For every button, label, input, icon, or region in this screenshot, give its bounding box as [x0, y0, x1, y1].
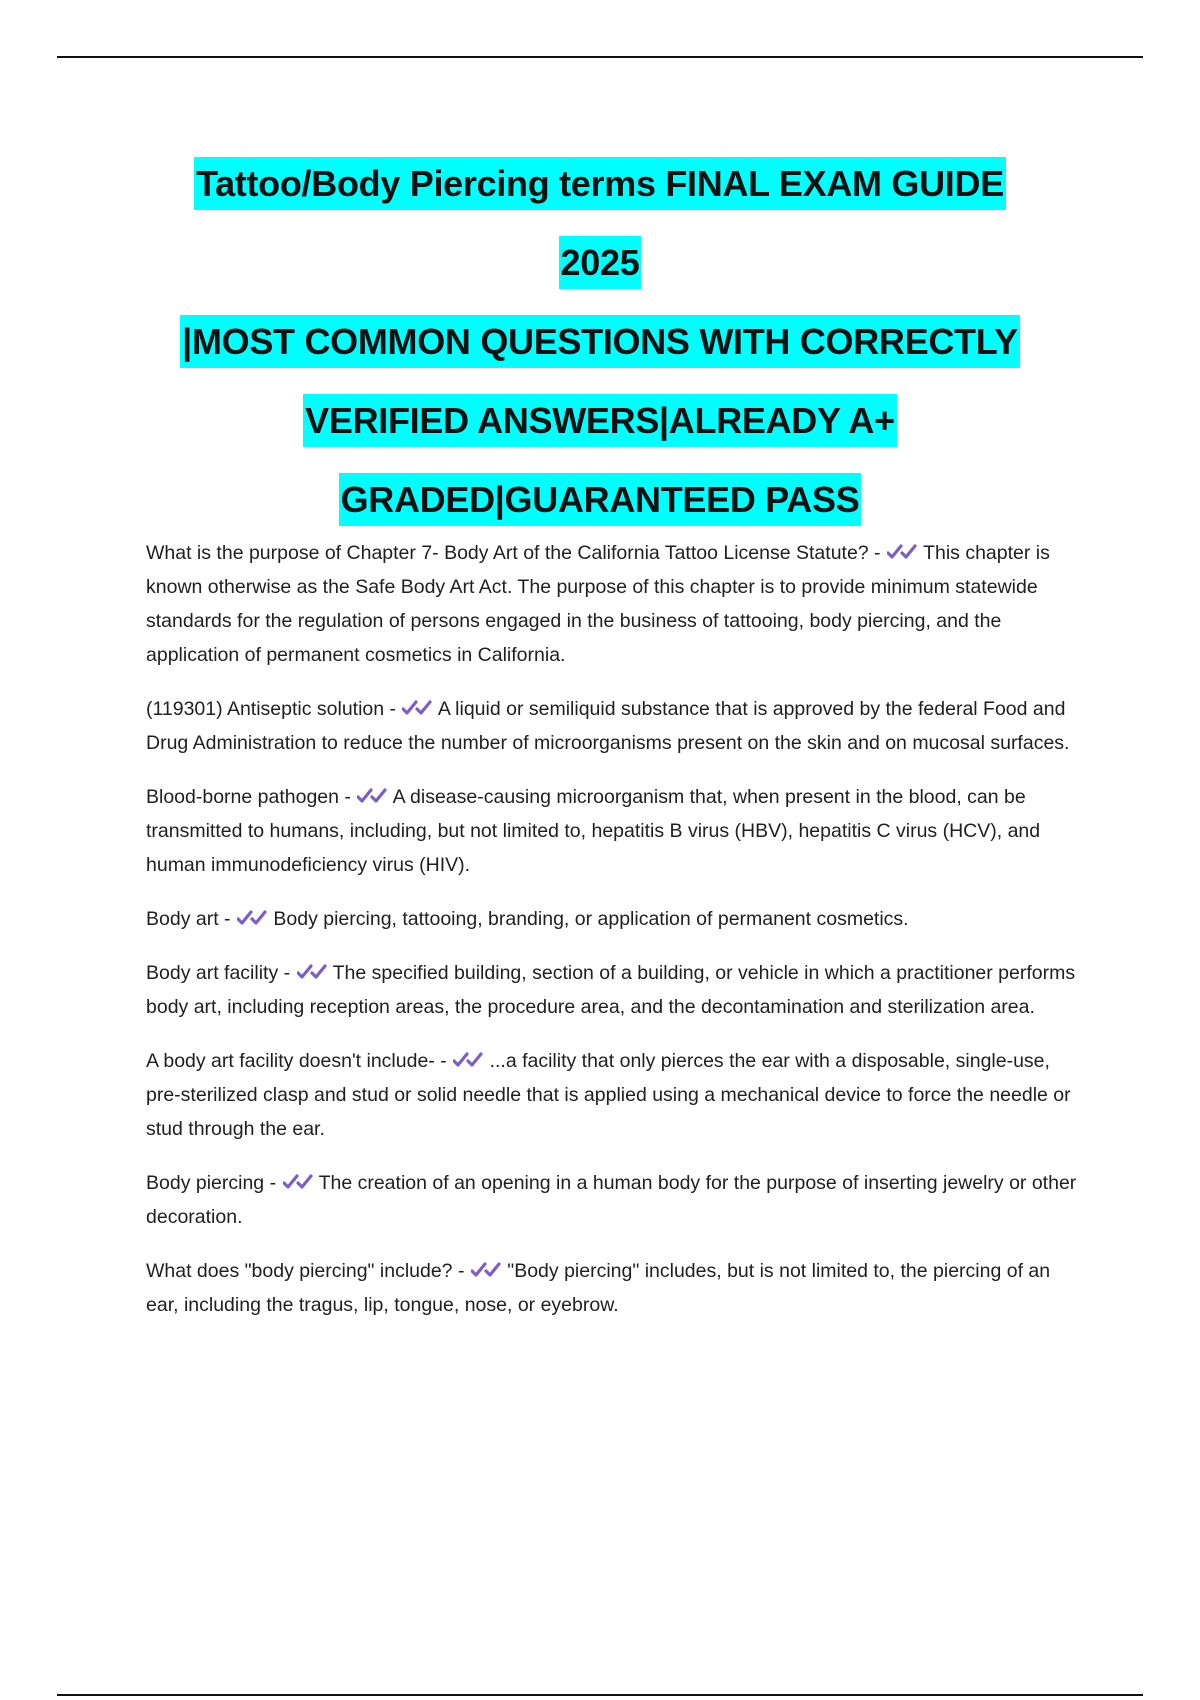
answer-text: A liquid or semiliquid substance that is approved by the federal Food and Drug Administration to reduce the number of microorganisms present on the skin and on mucosal surfaces.	[146, 698, 1070, 754]
question-text: (119301) Antiseptic solution -	[146, 698, 397, 720]
answer-text: A disease-causing microorganism that, when present in the blood, can be transmitted to humans, including, but not limited to, hepatitis B virus (HBV), hepatitis C virus (HCV), and human immunodeficiency virus (HIV).	[146, 786, 1041, 876]
qa-entry	[146, 956, 1081, 1024]
title-line	[0, 460, 1200, 539]
answer-text: Body piercing, tattooing, branding, or application of permanent cosmetics.	[273, 908, 909, 930]
title-text: Tattoo/Body Piercing terms FINAL EXAM GUIDE	[194, 157, 1006, 210]
title-line	[0, 223, 1200, 302]
title-text: 2025	[559, 236, 642, 289]
qa-entry	[146, 692, 1081, 760]
question-text: What does "body piercing" include? -	[146, 1260, 465, 1282]
double-checkmark-icon	[453, 1049, 483, 1071]
qa-entry	[146, 1254, 1081, 1322]
question-text: Body piercing -	[146, 1172, 277, 1194]
qa-entry	[146, 780, 1081, 882]
answer-text: "Body piercing" includes, but is not limited to, the piercing of an ear, including the tragus, lip, tongue, nose, or eyebrow.	[146, 1260, 1051, 1316]
title-text: |MOST COMMON QUESTIONS WITH CORRECTLY	[180, 315, 1020, 368]
double-checkmark-icon	[297, 961, 327, 983]
question-text: A body art facility doesn't include- -	[146, 1050, 447, 1072]
double-checkmark-icon	[283, 1171, 313, 1193]
answer-text: The specified building, section of a building, or vehicle in which a practitioner performs body art, including reception areas, the procedure area, and the decontamination and sterilization area.	[146, 962, 1076, 1018]
answer-text: ...a facility that only pierces the ear with a disposable, single-use, pre-sterilized clasp and stud or solid needle that is applied using a mechanical device to force the needle or stud through the ear.	[146, 1050, 1071, 1140]
double-checkmark-icon	[237, 907, 267, 929]
qa-entry	[146, 1044, 1081, 1146]
double-checkmark-icon	[471, 1259, 501, 1281]
question-text: Body art facility -	[146, 962, 291, 984]
double-checkmark-icon	[402, 697, 432, 719]
qa-entry	[146, 536, 1081, 672]
qa-entry	[146, 1166, 1081, 1234]
question-text: Blood-borne pathogen -	[146, 786, 351, 808]
question-text: Body art -	[146, 908, 231, 930]
qa-entry	[146, 902, 1081, 936]
title-line	[0, 302, 1200, 381]
title-line	[0, 144, 1200, 223]
double-checkmark-icon	[887, 541, 917, 563]
qa-list	[146, 536, 1081, 1342]
double-checkmark-icon	[357, 785, 387, 807]
title-text: VERIFIED ANSWERS|ALREADY A+	[303, 394, 897, 447]
answer-text: The creation of an opening in a human body for the purpose of inserting jewelry or other decoration.	[146, 1172, 1077, 1228]
title-line	[0, 381, 1200, 460]
top-rule	[57, 56, 1143, 58]
title-text: GRADED|GUARANTEED PASS	[339, 473, 862, 526]
question-text: What is the purpose of Chapter 7- Body Art of the California Tattoo License Statute? -	[146, 542, 881, 564]
document-title	[0, 144, 1200, 539]
bottom-rule	[57, 1694, 1143, 1696]
answer-text: This chapter is known otherwise as the Safe Body Art Act. The purpose of this chapter is to provide minimum statewide standards for the regulation of persons engaged in the business of tattooing, body piercing, and the application of permanent cosmetics in California.	[146, 542, 1050, 666]
